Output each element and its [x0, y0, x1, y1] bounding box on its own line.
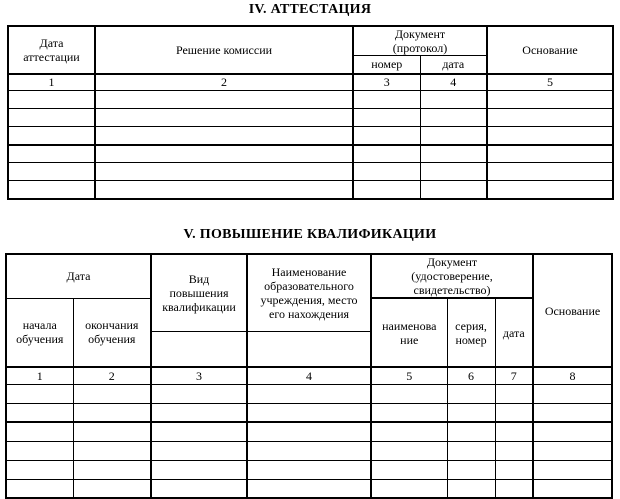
table-row: [6, 460, 612, 479]
table-cell[interactable]: [73, 403, 151, 422]
table-cell[interactable]: [6, 479, 73, 498]
table-cell[interactable]: [447, 441, 495, 460]
table-cell[interactable]: [371, 441, 447, 460]
column-number: 8: [533, 367, 612, 384]
table-cell[interactable]: [371, 460, 447, 479]
column-number-row: [6, 367, 612, 384]
header-training-start: начала обучения: [6, 298, 73, 367]
table-cell[interactable]: [247, 403, 371, 422]
table-cell[interactable]: [95, 145, 353, 163]
header-document-series: серия, номер: [447, 298, 495, 367]
table-cell[interactable]: [151, 422, 247, 441]
table-cell[interactable]: [447, 479, 495, 498]
table-cell[interactable]: [247, 384, 371, 403]
table-cell[interactable]: [8, 163, 95, 181]
table-cell[interactable]: [487, 163, 613, 181]
table-cell[interactable]: [6, 384, 73, 403]
table-cell[interactable]: [447, 460, 495, 479]
table-row: [8, 181, 613, 199]
table-cell[interactable]: [353, 145, 420, 163]
table-cell[interactable]: [495, 384, 533, 403]
table-row: [8, 145, 613, 163]
header-training-date: Дата: [6, 254, 151, 298]
column-number: 3: [353, 74, 420, 91]
table-cell[interactable]: [8, 91, 95, 109]
table-cell[interactable]: [95, 109, 353, 127]
column-number: 2: [95, 74, 353, 91]
attestation-section-title: IV. АТТЕСТАЦИЯ: [248, 2, 372, 17]
table-cell[interactable]: [495, 479, 533, 498]
table-cell[interactable]: [247, 479, 371, 498]
table-cell[interactable]: [8, 145, 95, 163]
table-cell[interactable]: [495, 422, 533, 441]
table-cell[interactable]: [420, 127, 487, 145]
table-cell[interactable]: [420, 163, 487, 181]
header-spacer: [151, 331, 247, 367]
table-cell[interactable]: [151, 460, 247, 479]
column-number: 4: [247, 367, 371, 384]
header-document-date: дата: [495, 298, 533, 367]
table-cell[interactable]: [8, 181, 95, 199]
table-cell[interactable]: [447, 422, 495, 441]
table-cell[interactable]: [353, 127, 420, 145]
header-qualification-kind: Вид повышения квалификации: [151, 254, 247, 331]
table-cell[interactable]: [151, 384, 247, 403]
header-protocol-number: номер: [353, 56, 420, 74]
table-cell[interactable]: [487, 91, 613, 109]
header-basis: Основание: [533, 254, 612, 367]
table-cell[interactable]: [487, 127, 613, 145]
table-cell[interactable]: [533, 441, 612, 460]
table-cell[interactable]: [371, 422, 447, 441]
table-cell[interactable]: [487, 145, 613, 163]
table-cell[interactable]: [6, 441, 73, 460]
table-cell[interactable]: [73, 422, 151, 441]
column-number: 6: [447, 367, 495, 384]
table-cell[interactable]: [247, 460, 371, 479]
column-number: 7: [495, 367, 533, 384]
table-cell[interactable]: [495, 403, 533, 422]
column-number: 5: [371, 367, 447, 384]
table-cell[interactable]: [420, 91, 487, 109]
table-cell[interactable]: [420, 145, 487, 163]
table-row: [6, 479, 612, 498]
header-certificate-document: Документ (удостоверение, свидетельство): [371, 254, 533, 298]
table-cell[interactable]: [151, 441, 247, 460]
table-cell[interactable]: [151, 403, 247, 422]
table-row: [8, 163, 613, 181]
table-cell[interactable]: [371, 479, 447, 498]
column-number: 2: [73, 367, 151, 384]
header-protocol-document: Документ (протокол): [353, 26, 487, 56]
table-cell[interactable]: [447, 384, 495, 403]
table-cell[interactable]: [247, 422, 371, 441]
table-row: [8, 109, 613, 127]
table-cell[interactable]: [371, 403, 447, 422]
table-cell[interactable]: [533, 384, 612, 403]
table-cell[interactable]: [495, 441, 533, 460]
header-protocol-date: дата: [420, 56, 487, 74]
table-cell[interactable]: [533, 403, 612, 422]
header-spacer: [247, 331, 371, 367]
table-cell[interactable]: [8, 127, 95, 145]
table-row: [6, 403, 612, 422]
table-cell[interactable]: [447, 403, 495, 422]
table-row: [6, 384, 612, 403]
table-row: [8, 91, 613, 109]
table-cell[interactable]: [73, 441, 151, 460]
table-cell[interactable]: [95, 91, 353, 109]
header-institution: Наименование образовательного учреждения, место его нахождения: [247, 254, 371, 331]
table-cell[interactable]: [533, 479, 612, 498]
column-number: 1: [8, 74, 95, 91]
header-training-end: окончания обучения: [73, 298, 151, 367]
table-cell[interactable]: [353, 91, 420, 109]
attestation-table: [7, 25, 614, 200]
column-number-row: [8, 74, 613, 91]
table-cell[interactable]: [73, 479, 151, 498]
table-row: [6, 441, 612, 460]
table-cell[interactable]: [487, 109, 613, 127]
table-cell[interactable]: [487, 181, 613, 199]
table-cell[interactable]: [353, 163, 420, 181]
table-cell[interactable]: [533, 422, 612, 441]
table-cell[interactable]: [371, 384, 447, 403]
header-document-name: наименова ние: [371, 298, 447, 367]
header-attestation-date: Дата аттестации: [8, 26, 95, 74]
column-number: 4: [420, 74, 487, 91]
header-basis: Основание: [487, 26, 613, 74]
table-row: [8, 127, 613, 145]
column-number: 1: [6, 367, 73, 384]
table-cell[interactable]: [73, 460, 151, 479]
table-cell[interactable]: [353, 181, 420, 199]
table-cell[interactable]: [353, 109, 420, 127]
table-cell[interactable]: [95, 127, 353, 145]
table-cell[interactable]: [73, 384, 151, 403]
table-cell[interactable]: [247, 441, 371, 460]
column-number: 3: [151, 367, 247, 384]
table-cell[interactable]: [8, 109, 95, 127]
qualification-section-title: V. ПОВЫШЕНИЕ КВАЛИФИКАЦИИ: [183, 227, 437, 242]
table-row: [6, 422, 612, 441]
header-commission-decision: Решение комиссии: [95, 26, 353, 74]
table-cell[interactable]: [495, 460, 533, 479]
column-number: 5: [487, 74, 613, 91]
table-cell[interactable]: [533, 460, 612, 479]
table-cell[interactable]: [420, 181, 487, 199]
table-cell[interactable]: [6, 460, 73, 479]
table-cell[interactable]: [95, 181, 353, 199]
table-cell[interactable]: [151, 479, 247, 498]
qualification-table: [5, 253, 613, 499]
table-cell[interactable]: [6, 403, 73, 422]
table-cell[interactable]: [95, 163, 353, 181]
table-cell[interactable]: [6, 422, 73, 441]
table-cell[interactable]: [420, 109, 487, 127]
